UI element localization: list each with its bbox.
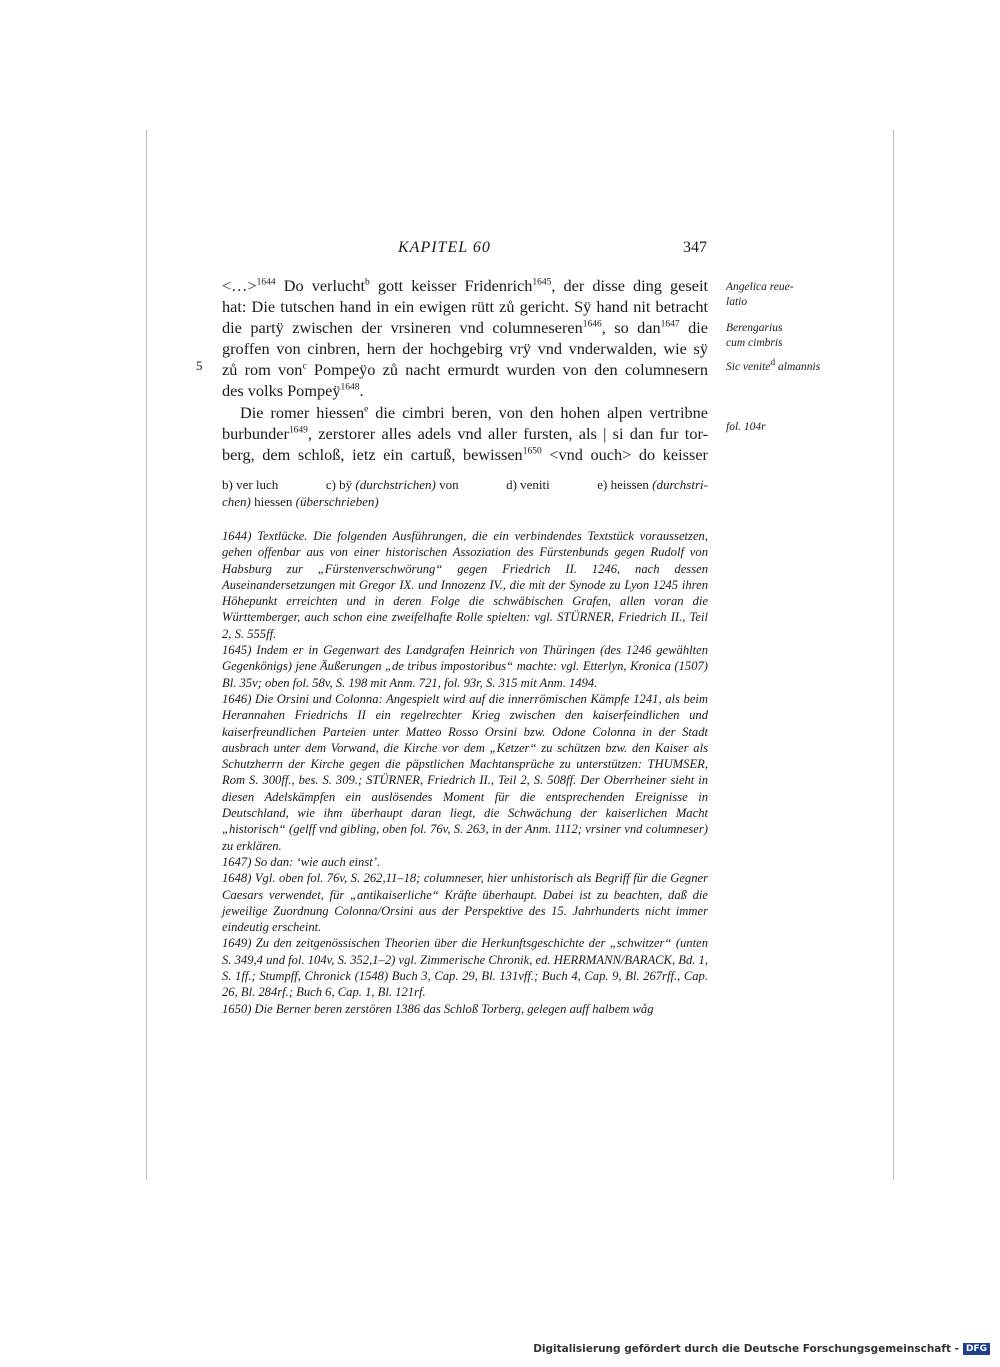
paragraph-2: [222, 402, 708, 465]
left-margin-rule: [146, 130, 147, 1180]
margin-note: Berengarius: [726, 322, 783, 334]
footnote: 1647) So dan: ‘wie auch einst’.: [222, 854, 381, 869]
margin-note-folio: fol. 104r: [726, 421, 766, 433]
text-line: <…>$^{1644}$ Do verlucht$^b$ gott keisser Fridenrich$^{1645}$, der disse ding geseit: [222, 276, 708, 295]
apparatus-italic: (durchstrichen): [355, 477, 436, 492]
line-number: 5: [196, 358, 203, 373]
margin-note-text: almannis: [775, 361, 821, 373]
text-line: des volks Pompeÿ$^{1648}$.: [222, 381, 364, 401]
apparatus-italic: (durchstri-: [652, 477, 708, 492]
footnote: 1646) Die Orsini und Colonna: Angespielt wird auf die innerrömischen Kämpfe 1241, als beim Herannahen Friedrichs II ein regelrechter Krieg zwischen den kaiserfeindlichen und kaiserfreundlichen Parteien unter Matteo Rosso Orsini bzw. Odone Colonna in der Stadt ausbrach unter dem Vorwand, die Kirche vor dem „Ketzer“ zu schützen bzw. den Kaiser als Schutzherrn der Kirche gegen die päpstlichen Machtansprüche zu unterstützen: THUMSER, Rom S. 300ff., bes. S. 309.; STÜRNER, Friedrich II., Teil 2, S. 508ff. Der Oberrheiner sieht in diesen Adelskämpfen ein auslösendes Moment für die entsprechenden Ereignisse in Deutschland, wie ihm überhaupt daran liegt, die Schwächung der kaiserlichen Macht „historisch“ (gelff vnd gibling, oben fol. 76v, S. 263, in der Anm. 1112; vrsiner vnd columneser) zu erklären.: [222, 691, 708, 853]
chapter-title: KAPITEL 60: [398, 239, 491, 256]
footnote: 1645) Indem er in Gegenwart des Landgrafen Heinrich von Thüringen (des 1246 gewählten Gegenkönigs) jene Äußerungen „de tribus impostoribus“ machte: vgl. Etterlyn, Kronica (1507) Bl. 35v; oben fol. 58v, S. 198 mit Anm. 721, fol. 93r, S. 315 mit Anm. 1494.: [222, 643, 708, 690]
text-line: hat: Die tutschen hand in ein ewigen rütt zů gericht. Sÿ hand nit betracht: [222, 297, 708, 317]
apparatus-text: c) bÿ: [325, 477, 356, 492]
paragraph-1: [222, 275, 708, 402]
apparatus-d: d) veniti: [506, 477, 550, 492]
main-text: [222, 275, 708, 465]
right-margin-rule: [893, 130, 894, 1180]
text-line: die partÿ zwischen der vrsineren vnd columneseren$^{1646}$, so dan$^{1647}$ die: [222, 318, 708, 338]
margin-note: cum cimbris: [726, 337, 783, 349]
apparatus-text: hiessen: [250, 494, 296, 509]
critical-apparatus: [222, 476, 708, 510]
footnote: 1644) Textlücke. Die folgenden Ausführungen, die ein verbindendes Textstück voraussetzen, gehen offenbar aus von einer historischen Assoziation des Fürstenbunds gegen Rudolf von Habsburg zur „Fürstenverschwörung“ gegen Friedrich II. 1246, nach dessen Auseinandersetzungen mit Gregor IX. und Innozenz IV., die mit der Synode zu Lyon 1245 ihren Höhepunkt erreichten und in deren Folge die schwäbischen Grafen, allen voran die Württemberger, auch schon eine zweifelhafte Rolle spielten: vgl. STÜRNER, Friedrich II., Teil 2, S. 555ff.: [222, 529, 708, 641]
margin-note-text: Sic venite: [726, 361, 771, 373]
text-line: berg, dem schloß, ietz ein cartuß, bewissen$^{1650}$ <vnd ouch> do keisser: [222, 444, 708, 464]
footnotes: [222, 528, 708, 1017]
apparatus-b: b) ver luch: [222, 477, 279, 492]
apparatus-italic: chen): [222, 494, 251, 509]
text-line: Die romer hiessen$^e$ die cimbri beren, von den hohen alpen vertribne: [240, 402, 709, 422]
margin-note: Angelica reue-: [726, 281, 794, 293]
footer-text: Digitalisierung gefördert durch die Deutsche Forschungsgemeinschaft -: [533, 1343, 959, 1355]
apparatus-e: [597, 476, 708, 493]
dfg-footer: [533, 1343, 990, 1355]
margin-note-sic: [726, 360, 820, 374]
footnote: 1650) Die Berner beren zerstören 1386 das Schloß Torberg, gelegen auff halbem wåg: [222, 1001, 654, 1016]
text-line: groffen von cinbren, hern der hochgebirg vrÿ vnd vnderwalden, wie sÿ: [222, 339, 708, 359]
apparatus-text: e) heissen: [597, 477, 653, 492]
margin-note: latio: [726, 296, 748, 308]
apparatus-italic: (überschrieben): [295, 494, 379, 509]
text-line: burbunder$^{1649}$, zerstorer alles adels vnd aller fursten, als | si dan fur tor-: [222, 423, 708, 443]
dfg-logo-icon: DFG: [963, 1343, 990, 1355]
margin-note-sup: d: [770, 358, 776, 369]
apparatus-text: von: [435, 477, 459, 492]
apparatus-c: [326, 476, 459, 493]
footnote: 1648) Vgl. oben fol. 76v, S. 262,11–18; columneser, hier unhistorisch als Begriff für die Gegner Caesars verwendet, für „antikaiserliche“ Kräfte überhaupt. Dabei ist zu beachten, daß die jeweilige Zuordnung Colonna/Orsini aus der Perspektive des 15. Jahrhunderts nicht immer eindeutig erscheint.: [222, 871, 708, 935]
footnote: 1649) Zu den zeitgenössischen Theorien über die Herkunftsgeschichte der „schwitzer“ (unten S. 349,4 und fol. 104v, S. 352,1–2) vgl. Zimmerische Chronik, ed. HERRMANN/BARACK, Bd. 1, S. 1ff.; Stumpff, Chronick (1548) Buch 3, Cap. 29, Bl. 131vff.; Buch 4, Cap. 9, Bl. 267rff., Cap. 26, Bl. 284rf.; Buch 6, Cap. 1, Bl. 121rf.: [222, 936, 708, 1000]
page-number: 347: [683, 239, 707, 256]
text-line: zů rom von$^c$ Pompeÿo zů nacht ermurdt wurden von den columnesern: [222, 360, 708, 380]
